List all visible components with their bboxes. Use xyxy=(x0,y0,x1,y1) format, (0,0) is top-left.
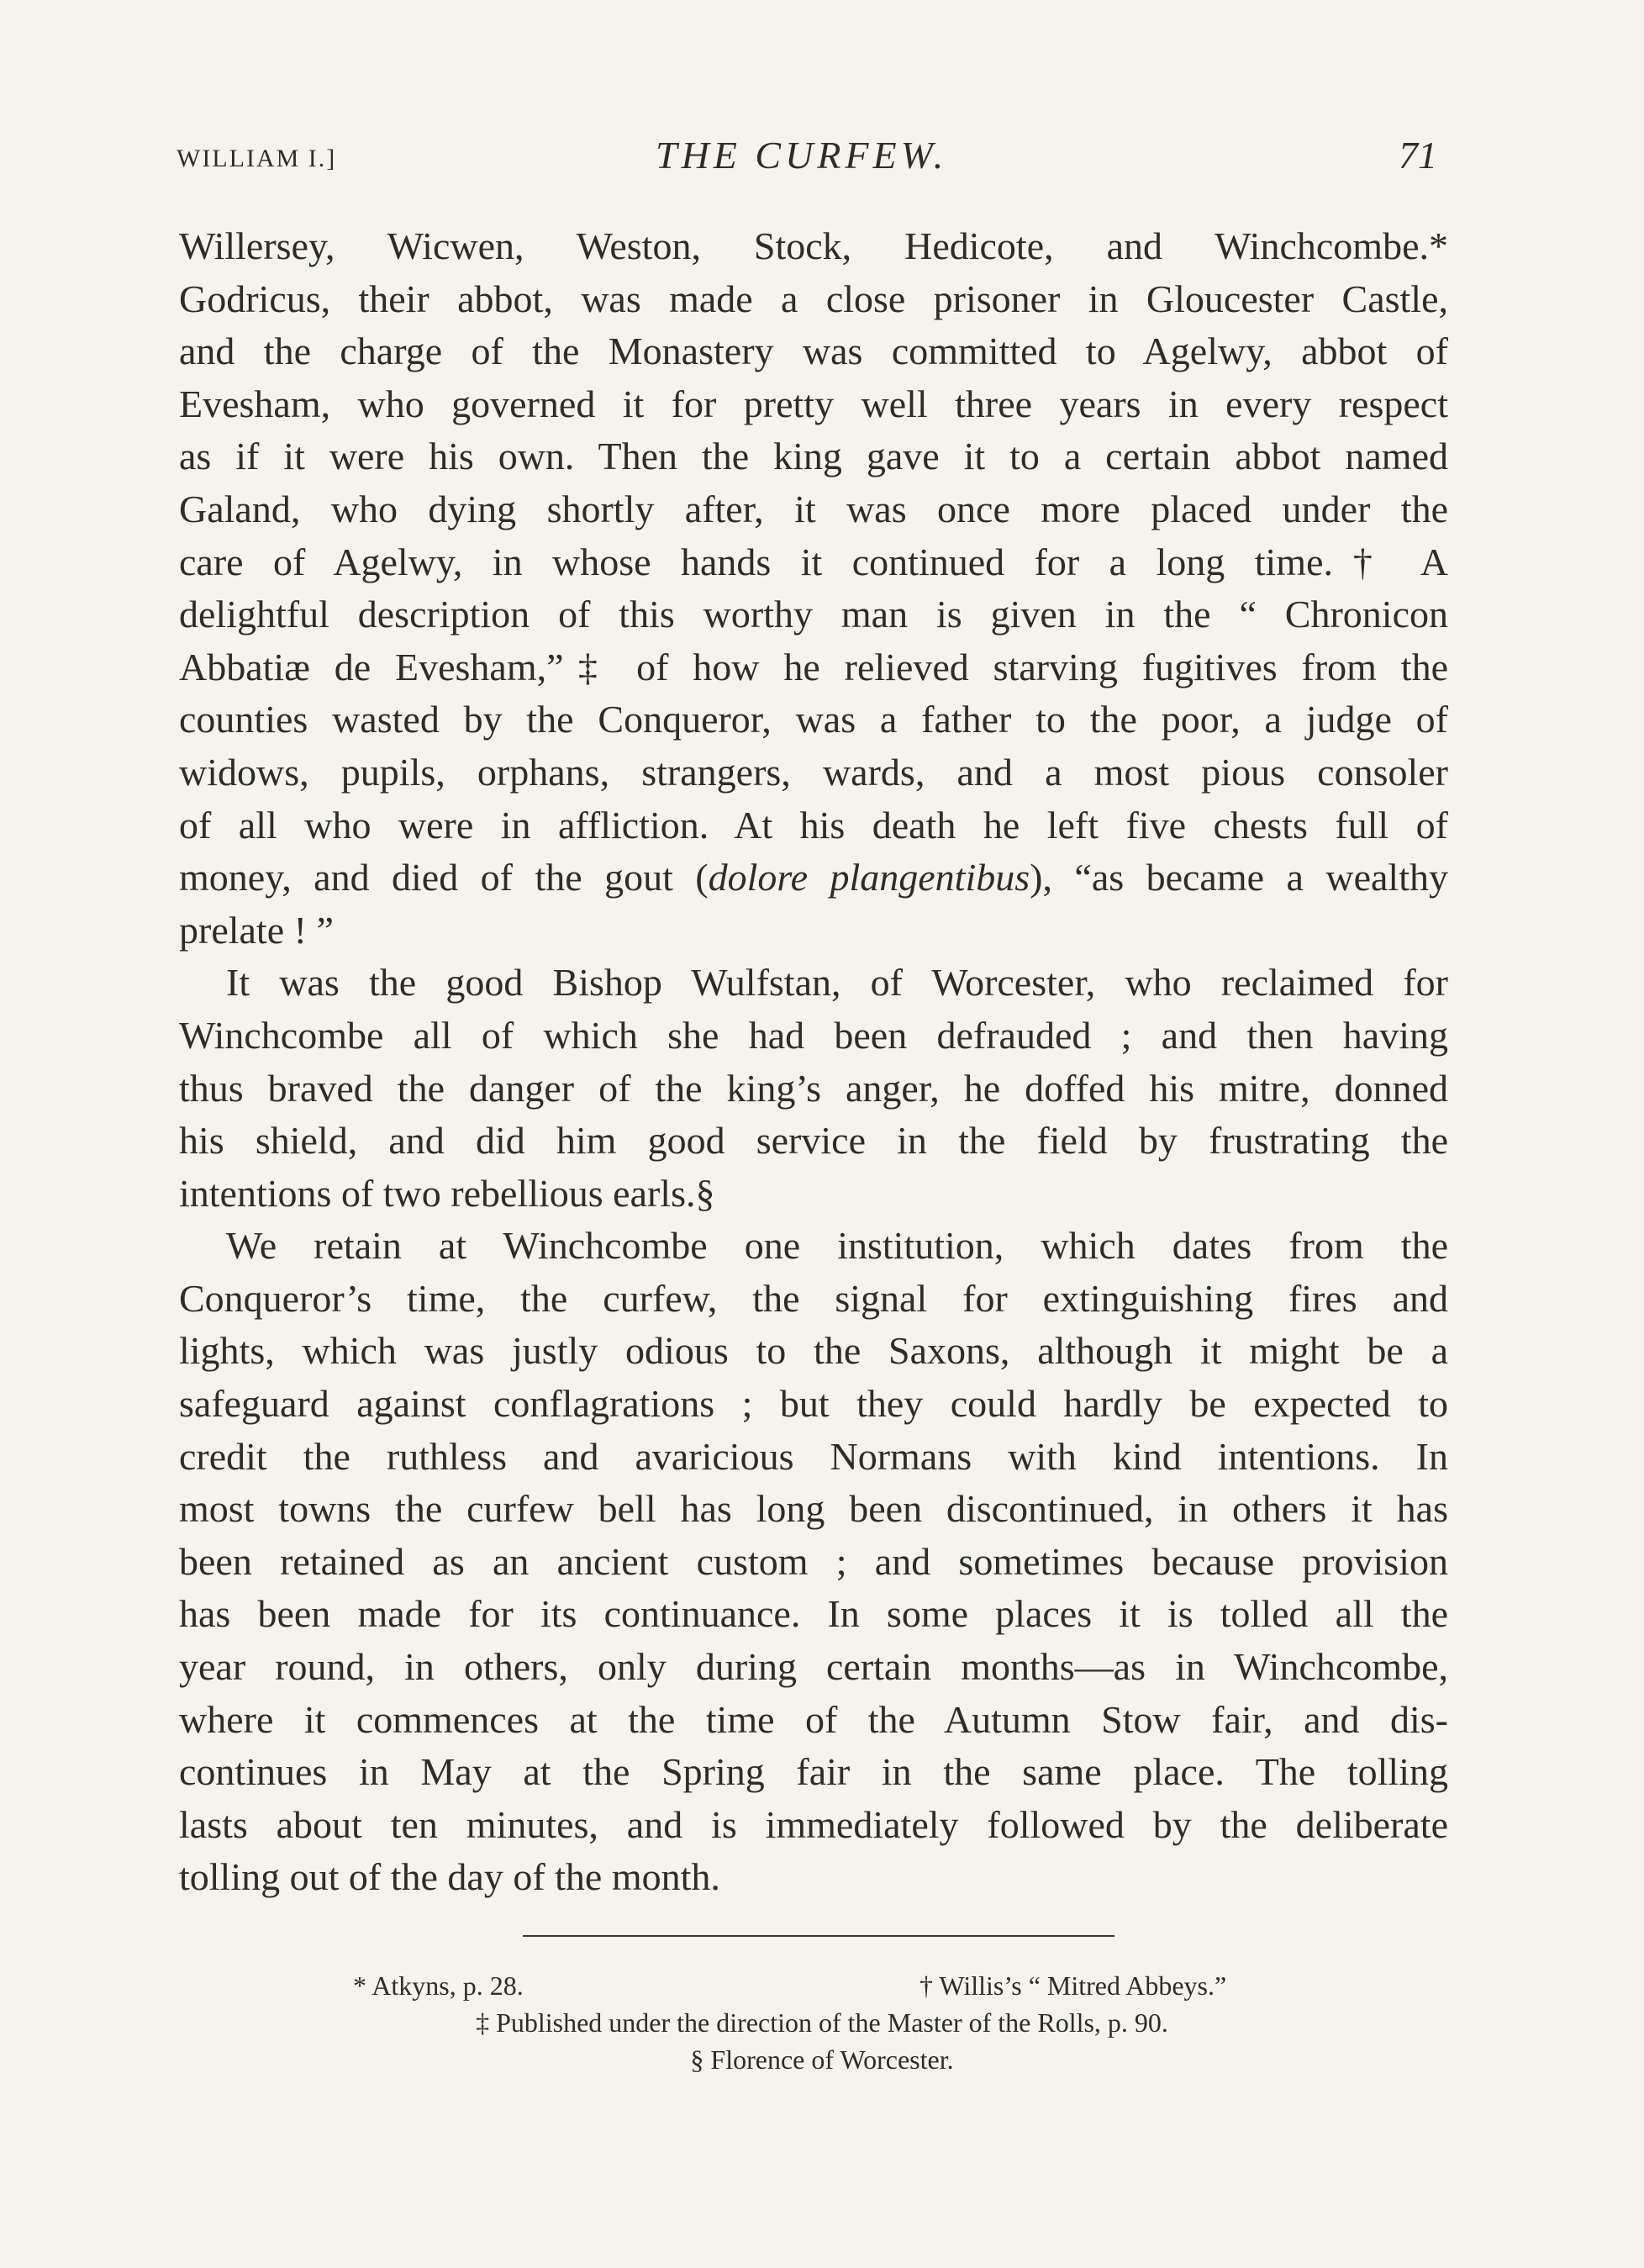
footnote-section: § Florence of Worcester. xyxy=(690,2044,954,2075)
text-line: Godricus, their abbot, was made a close prisoner in Gloucester Castle, xyxy=(179,277,1448,320)
text-line: as if it were his own. Then the king gave it to a certain abbot named xyxy=(179,435,1448,478)
text-line: tolling out of the day of the month. xyxy=(179,1855,720,1899)
text-line: widows, pupils, orphans, strangers, wards, and a most pious consoler xyxy=(179,750,1448,794)
text-line: most towns the curfew bell has long been discontinued, in others it has xyxy=(179,1487,1448,1531)
text-line: has been made for its continuance. In some places it is tolled all the xyxy=(179,1592,1448,1636)
text-line: Winchcombe all of which she had been defrauded ; and then having xyxy=(179,1013,1448,1057)
text-line: credit the ruthless and avaricious Normans with kind intentions. In xyxy=(179,1434,1448,1478)
page-number: 71 xyxy=(1399,134,1437,177)
text-segment: money, and died of the gout ( xyxy=(179,856,709,899)
text-line: Evesham, who governed it for pretty well three years in every respect xyxy=(179,382,1448,425)
body-text xyxy=(179,220,1448,1904)
running-head-chapter: WILLIAM I.] xyxy=(177,145,337,172)
text-line: care of Agelwy, in whose hands it continued for a long time.† A xyxy=(179,540,1448,583)
text-line: Conqueror’s time, the curfew, the signal for extinguishing fires and xyxy=(179,1276,1448,1320)
text-line: safeguard against conflagrations ; but they could hardly be expected to xyxy=(179,1382,1448,1426)
footnote-divider xyxy=(523,1935,1114,1937)
text-line: where it commences at the time of the Autumn Stow fair, and dis- xyxy=(179,1697,1448,1741)
text-line: thus braved the danger of the king’s anger, he doffed his mitre, donned xyxy=(179,1066,1448,1110)
running-head-title: THE CURFEW. xyxy=(656,134,948,177)
italic-phrase: dolore plangentibus xyxy=(708,856,1030,899)
running-head xyxy=(177,126,1446,185)
text-line: lasts about ten minutes, and is immediately followed by the deliberate xyxy=(179,1802,1448,1846)
text-line: his shield, and did him good service in the field by frustrating the xyxy=(179,1119,1448,1163)
text-line: of all who were in affliction. At his death he left five chests full of xyxy=(179,803,1448,847)
footnote-dagger: † Willis’s “ Mitred Abbeys.” xyxy=(919,1970,1227,2001)
text-line: Willersey, Wicwen, Weston, Stock, Hedicote, and Winchcombe.* xyxy=(179,224,1448,267)
text-line: and the charge of the Monastery was committed to Agelwy, abbot of xyxy=(179,330,1448,373)
text-line-with-italic xyxy=(179,852,1448,905)
text-line: year round, in others, only during certain months—as in Winchcombe, xyxy=(179,1645,1448,1689)
text-line: intentions of two rebellious earls.§ xyxy=(179,1171,715,1215)
text-line: been retained as an ancient custom ; and sometimes because provision xyxy=(179,1539,1448,1583)
text-line: continues in May at the Spring fair in the same place. The tolling xyxy=(179,1750,1448,1794)
footnotes xyxy=(0,1967,1644,2078)
text-line: delightful description of this worthy man is given in the “ Chronicon xyxy=(179,593,1448,636)
paragraph-start: It was the good Bishop Wulfstan, of Worcester, who reclaimed for xyxy=(226,961,1448,1005)
text-segment: ), “as became a wealthy xyxy=(1030,856,1448,899)
footnote-double-dagger: ‡ Published under the direction of the Master of the Rolls, p. 90. xyxy=(476,2007,1168,2038)
footnote-star: * Atkyns, p. 28. xyxy=(353,1970,524,2001)
text-line: counties wasted by the Conqueror, was a father to the poor, a judge of xyxy=(179,698,1448,741)
text-line: Abbatiæ de Evesham,”‡ of how he relieved starving fugitives from the xyxy=(179,645,1448,688)
text-line: lights, which was justly odious to the Saxons, although it might be a xyxy=(179,1329,1448,1373)
text-line: prelate ! ” xyxy=(179,908,334,952)
paragraph-start: We retain at Winchcombe one institution, which dates from the xyxy=(226,1224,1448,1268)
text-line: Galand, who dying shortly after, it was once more placed under the xyxy=(179,487,1448,530)
